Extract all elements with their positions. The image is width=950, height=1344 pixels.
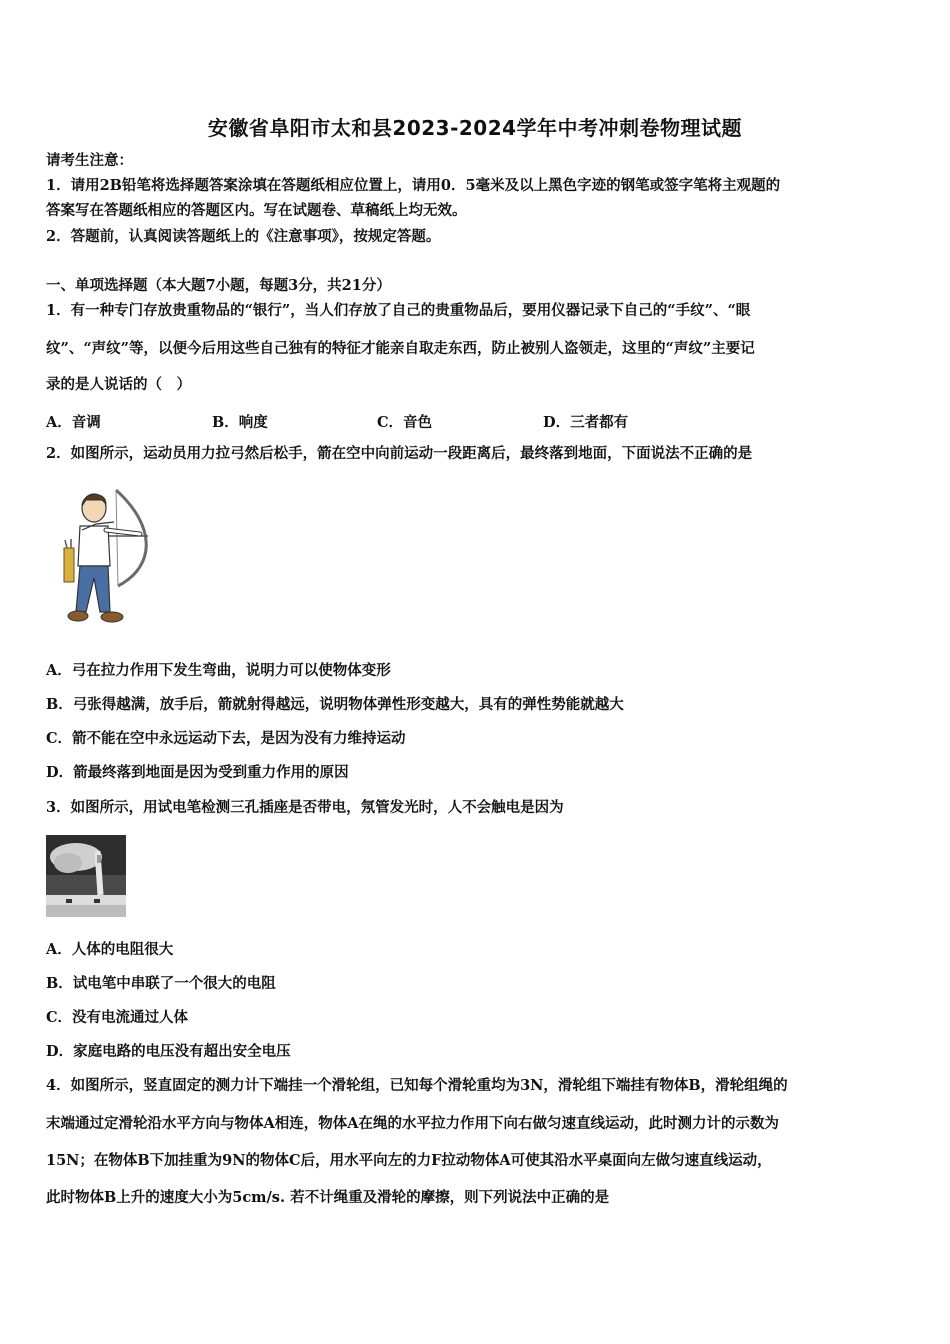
question-2-option-a[interactable]: A．弓在拉力作用下发生弯曲，说明力可以使物体变形: [46, 662, 391, 679]
question-4-line: 15N；在物体B下加挂重为9N的物体C后，用水平向左的力F拉动物体A可使其沿水平桌面向左做匀速直线运动，: [46, 1152, 772, 1169]
option-d[interactable]: D．三者都有: [543, 414, 629, 431]
notice-heading: 请考生注意：: [46, 152, 133, 169]
page-title: 安徽省阜阳市太和县2023-2024学年中考冲刺卷物理试题: [207, 116, 743, 140]
question-3-option-b[interactable]: B．试电笔中串联了一个很大的电阻: [46, 975, 276, 992]
notice-line: 1．请用2B铅笔将选择题答案涂填在答题纸相应位置上，请用0．5毫米及以上黑色字迹的钢笔或签字笔将主观题的: [46, 177, 781, 194]
question-2-option-b[interactable]: B．弓张得越满，放手后，箭就射得越远，说明物体弹性形变越大，具有的弹性势能就越大: [46, 696, 624, 713]
question-4-line: 4．如图所示，竖直固定的测力计下端挂一个滑轮组，已知每个滑轮重均为3N，滑轮组下端挂有物体B，滑轮组绳的: [46, 1077, 788, 1094]
question-1-line: 1．有一种专门存放贵重物品的“银行”，当人们存放了自己的贵重物品后，要用仪器记录下自己的“手纹”、“眼: [46, 302, 751, 319]
test-pen-photo: [46, 835, 126, 917]
question-2-option-d[interactable]: D．箭最终落到地面是因为受到重力作用的原因: [46, 764, 349, 781]
question-3-option-c[interactable]: C．没有电流通过人体: [46, 1009, 189, 1026]
option-b[interactable]: B．响度: [212, 414, 268, 431]
option-c[interactable]: C．音色: [377, 414, 433, 431]
question-4-line: 此时物体B上升的速度大小为5cm/s. 若不计绳重及滑轮的摩擦，则下列说法中正确的是: [46, 1189, 610, 1206]
question-3-option-a[interactable]: A．人体的电阻很大: [46, 941, 174, 958]
question-3-option-d[interactable]: D．家庭电路的电压没有超出安全电压: [46, 1043, 291, 1060]
question-3-stem: 3．如图所示，用试电笔检测三孔插座是否带电，氖管发光时，人不会触电是因为: [46, 799, 564, 816]
archer-illustration: [56, 486, 152, 628]
option-a[interactable]: A．音调: [46, 414, 101, 431]
section-heading: 一、单项选择题（本大题7小题，每题3分，共21分）: [46, 277, 391, 294]
notice-line: 2．答题前，认真阅读答题纸上的《注意事项》，按规定答题。: [46, 228, 441, 245]
question-2-stem: 2．如图所示，运动员用力拉弓然后松手，箭在空中向前运动一段距离后，最终落到地面，下面说法不正确的是: [46, 445, 753, 462]
question-1-line: 纹”、“声纹”等，以便今后用这些自己独有的特征才能亲自取走东西，防止被别人盗领走，这里的“声纹”主要记: [46, 340, 755, 357]
question-1-line: 录的是人说话的（ ）: [46, 376, 191, 393]
question-4-line: 末端通过定滑轮沿水平方向与物体A相连，物体A在绳的水平拉力作用下向右做匀速直线运动，此时测力计的示数为: [46, 1115, 779, 1132]
notice-line: 答案写在答题纸相应的答题区内。写在试题卷、草稿纸上均无效。: [46, 202, 467, 219]
question-2-option-c[interactable]: C．箭不能在空中永远运动下去，是因为没有力维持运动: [46, 730, 406, 747]
